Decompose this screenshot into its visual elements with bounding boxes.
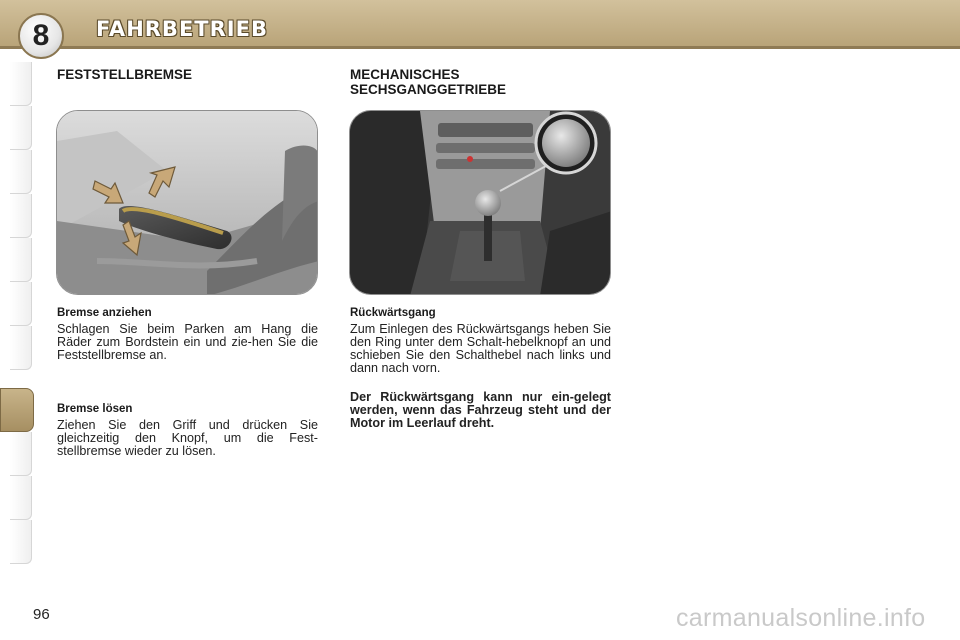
section-heading-parking-brake: FESTSTELLBREMSE xyxy=(57,67,193,82)
chapter-tab[interactable] xyxy=(10,476,32,520)
chapter-tab[interactable] xyxy=(10,194,32,238)
header-divider xyxy=(0,46,960,49)
chapter-tab[interactable] xyxy=(10,62,32,106)
chapter-title: FAHRBETRIEB xyxy=(96,17,268,41)
text-apply-brake: Schlagen Sie beim Parken am Hang die Räder zum Bordstein ein und zie-hen Sie die Feststellbremse an. xyxy=(57,322,318,362)
subheading-apply-brake: Bremse anziehen xyxy=(57,307,152,319)
chapter-number-badge xyxy=(18,13,64,59)
subheading-release-brake: Bremse lösen xyxy=(57,403,133,415)
watermark: carmanualsonline.info xyxy=(676,604,926,632)
subheading-reverse-gear: Rückwärtsgang xyxy=(350,307,436,319)
text-release-brake: Ziehen Sie den Griff und drücken Sie gleichzeitig den Knopf, um die Fest-stellbremse wieder zu lösen. xyxy=(57,418,318,458)
parking-brake-illustration xyxy=(57,111,318,295)
chapter-tab[interactable] xyxy=(10,238,32,282)
note-reverse-gear: Der Rückwärtsgang kann nur ein-gelegt werden, wenn das Fahrzeug steht und der Motor im Leerlauf dreht. xyxy=(350,390,611,430)
chapter-tab-strip xyxy=(0,62,34,574)
section-heading-gearbox: MECHANISCHES SECHSGANGGETRIEBE xyxy=(350,67,507,97)
chapter-number: 8 xyxy=(32,19,50,52)
chapter-tab[interactable] xyxy=(10,282,32,326)
chapter-tab[interactable] xyxy=(10,326,32,370)
chapter-tab[interactable] xyxy=(10,520,32,564)
chapter-tab[interactable] xyxy=(10,432,32,476)
chapter-tab-active[interactable] xyxy=(0,388,34,432)
parking-brake-photo xyxy=(56,110,318,295)
gear-shift-photo xyxy=(349,110,611,295)
chapter-tab[interactable] xyxy=(10,150,32,194)
page-number: 96 xyxy=(33,606,50,623)
chapter-tab[interactable] xyxy=(10,106,32,150)
gear-shift-illustration xyxy=(350,111,611,295)
text-reverse-gear: Zum Einlegen des Rückwärtsgangs heben Sie den Ring unter dem Schalt-hebelknopf an und schieben Sie den Schalthebel nach links und dann nach vorn. xyxy=(350,322,611,375)
